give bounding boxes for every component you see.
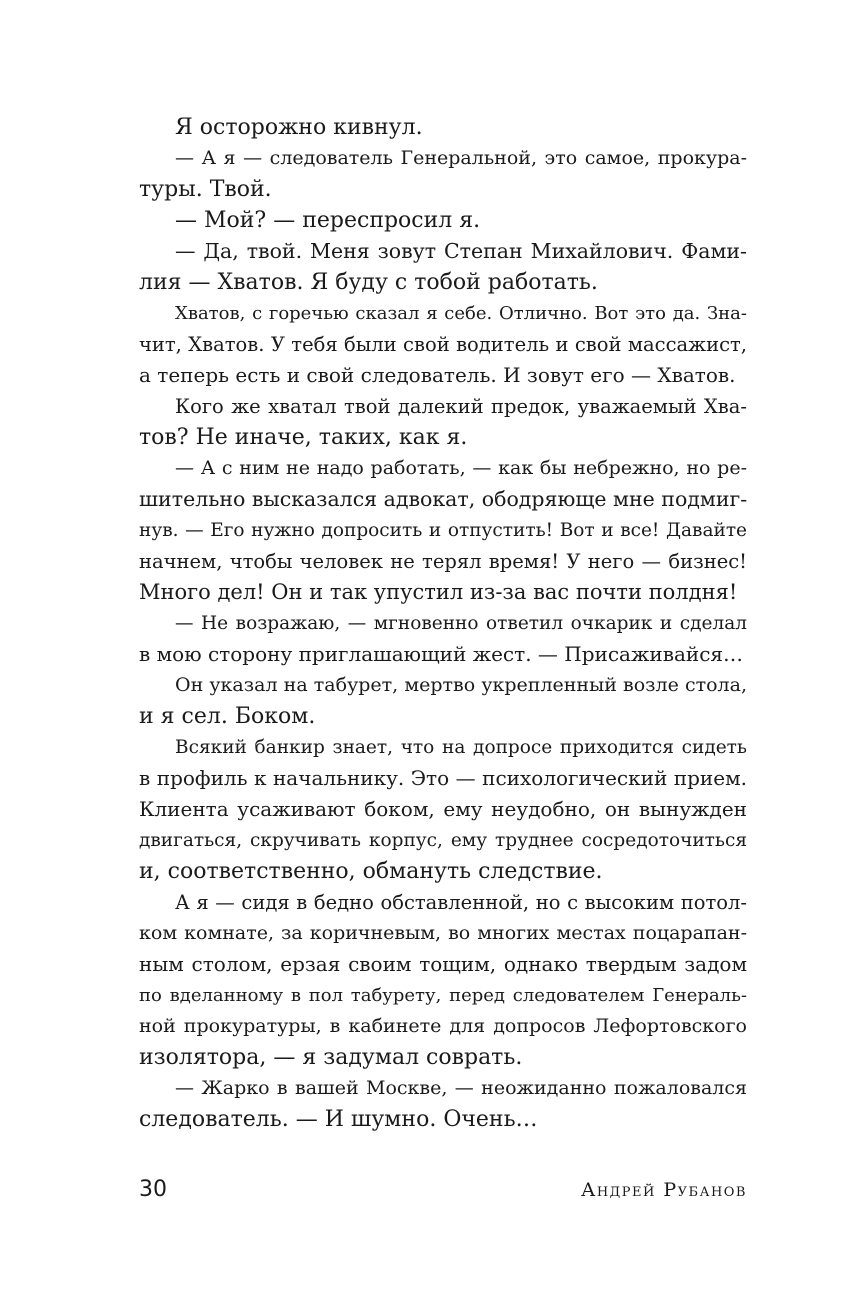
page-number: 30 [139, 1177, 167, 1202]
text-line: ной прокуратуры, в кабинете для допросов Лефортовского [139, 1015, 747, 1037]
text-line: ным столом, ерзая своим тощим, однако твердым задом [139, 952, 747, 976]
text-line: в профиль к начальнику. Это — психологический прием. [139, 766, 747, 790]
text-line: Клиента усаживают боком, ему неудобно, он вынужден [139, 797, 747, 821]
text-line: изолятора, — я задумал соврать. [139, 1045, 523, 1070]
text-line: Всякий банкир знает, что на допросе приходится сидеть [175, 737, 747, 758]
text-line: по вделанному в пол табурету, перед следователем Генераль- [139, 985, 747, 1006]
text-line: тов? Не иначе, таких, как я. [139, 425, 468, 450]
text-line: — Мой? — переспросил я. [175, 208, 481, 233]
text-line: туры. Твой. [139, 177, 272, 202]
text-line: Он указал на табурет, мертво укрепленный возле стола, [175, 674, 747, 696]
text-line: а теперь есть и свой следователь. И зовут его — Хватов. [139, 363, 736, 387]
text-line: — А с ним не надо работать, — как бы небрежно, но ре- [175, 457, 747, 479]
text-line: и я сел. Боком. [139, 704, 316, 729]
text-line: начнем, чтобы человек не терял время! У него — бизнес! [139, 550, 747, 573]
text-line: Много дел! Он и так упустил из-за вас почти полдня! [139, 580, 738, 604]
text-line: чит, Хватов. У тебя были свой водитель и свой массажист, [139, 333, 747, 356]
text-line: — Да, твой. Меня зовут Степан Михайлович. Фами- [175, 239, 747, 263]
text-line: нув. — Его нужно допросить и отпустить! Вот и все! Давайте [139, 520, 747, 541]
page-footer [139, 1175, 747, 1205]
text-line: Кого же хватал твой далекий предок, уважаемый Хва- [175, 395, 747, 418]
text-line: шительно высказался адвокат, ободряюще мне подмиг- [139, 487, 748, 511]
text-line: — Не возражаю, — мгновенно ответил очкарик и сделал [175, 613, 747, 634]
text-line: ком комнате, за коричневым, во многих местах поцарапан- [139, 922, 747, 944]
text-line: Я осторожно кивнул. [175, 115, 423, 140]
text-line: в мою сторону приглашающий жест. — Присаживайся… [139, 642, 744, 666]
text-line: и, соответственно, обмануть следствие. [139, 859, 603, 884]
running-author: Андрей Рубанов [580, 1179, 747, 1201]
text-line: двигаться, скручивать корпус, ему труднее сосредоточиться [139, 830, 747, 851]
text-line: Хватов, с горечью сказал я себе. Отлично. Вот это да. Зна- [175, 303, 747, 324]
text-line: следователь. — И шумно. Очень… [139, 1107, 538, 1132]
text-line: — Жарко в вашей Москве, — неожиданно пожаловался [175, 1077, 747, 1099]
body-text [139, 112, 747, 1135]
text-line: лия — Хватов. Я буду с тобой работать. [139, 270, 598, 295]
text-line: — А я — следователь Генеральной, это самое, прокура- [175, 147, 747, 169]
text-line: А я — сидя в бедно обставленной, но с высоким потол- [175, 891, 747, 914]
